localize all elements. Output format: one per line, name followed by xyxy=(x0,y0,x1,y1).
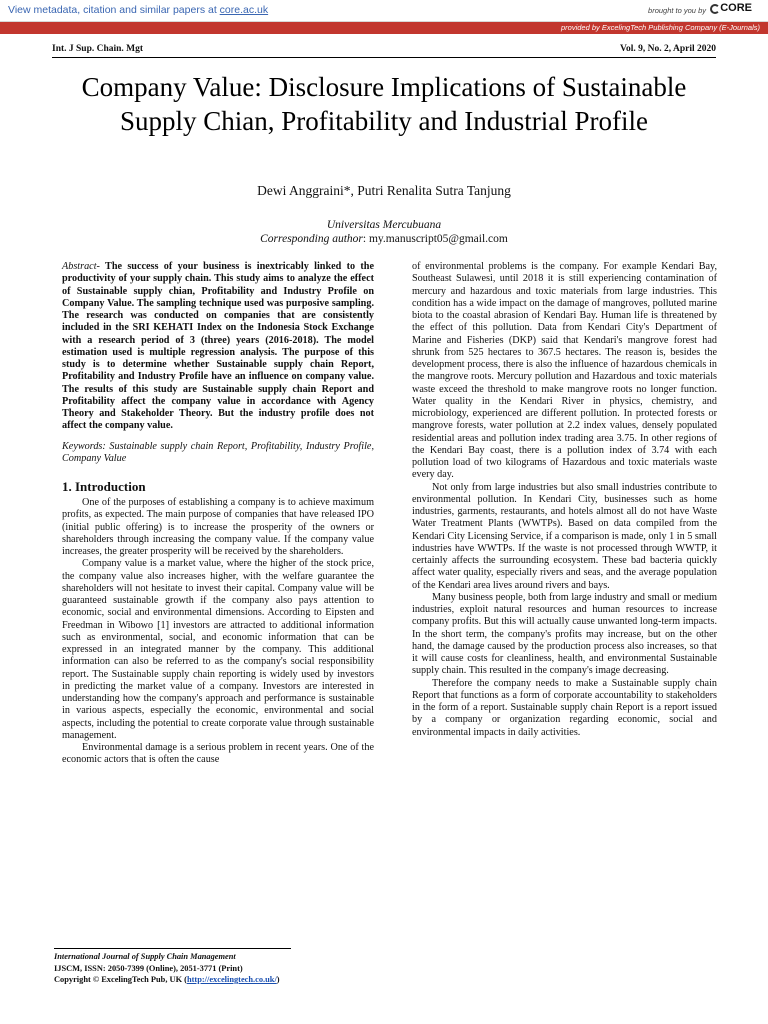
core-logo-icon xyxy=(710,4,720,14)
core-metadata-link[interactable] xyxy=(8,4,268,16)
paragraph: Not only from large industries but also small industries contribute to environmental pollution. In Kendari City, businesses such as home industries, garments, restaurants, and hotels almost all do not have Waste Water Treatment Plants (WWTPs). Based on data compiled from the Kendari City Licensing Service, if a comparison is made, only 1 in 5 small industries have WWTPs. If the waste is not processed through WWTP, it certainly affects the surrounding ecosystem. These bad bacteria quickly affect water quality, especially rivers and seas, and the average population of the Kendari area lives around rivers and bays. xyxy=(412,481,717,591)
abstract xyxy=(62,261,374,433)
provided-by-bar xyxy=(0,22,768,34)
copyright-text: Copyright © ExcelingTech Pub, UK ( xyxy=(54,975,187,984)
university: Universitas Mercubuana xyxy=(326,219,442,231)
corresponding-line xyxy=(60,232,708,246)
page-footer xyxy=(54,951,374,986)
provided-by-text[interactable]: provided by ExcelingTech Publishing Company (E-Journals) xyxy=(561,23,760,32)
section-heading-introduction: 1. Introduction xyxy=(62,479,146,494)
paragraph: Environmental damage is a serious problem in recent years. One of the economic actors that is often the cause xyxy=(62,742,374,766)
core-logo[interactable]: CORE xyxy=(720,2,752,14)
footer-journal-name: International Journal of Supply Chain Management xyxy=(54,952,236,961)
footer-rule xyxy=(54,948,291,949)
paper-authors: Dewi Anggraini*, Putri Renalita Sutra Tanjung xyxy=(257,183,511,198)
corresponding-email: : my.manuscript05@gmail.com xyxy=(362,233,508,245)
right-column xyxy=(412,261,717,739)
affiliation xyxy=(60,218,708,246)
left-column xyxy=(62,261,374,767)
core-banner xyxy=(0,0,768,22)
footer-issn: IJSCM, ISSN: 2050-7399 (Online), 2051-3771 (Print) xyxy=(54,963,243,973)
journal-volume: Vol. 9, No. 2, April 2020 xyxy=(620,44,716,54)
excelingtech-link[interactable]: http://excelingtech.co.uk/ xyxy=(186,975,277,984)
copyright-end: ) xyxy=(276,975,280,984)
journal-short-name: Int. J Sup. Chain. Mgt xyxy=(52,44,144,54)
paragraph: Company value is a market value, where the higher of the stock price, the company value also increases higher, with the welfare guarantee the shareholders will not hesitate to invest their capital. Company value will be guaranteed sustainable growth if the company also pays attention to economic, social and environmental dimensions. According to Eipsten and Freedman in Wibowo [1] investors are attracted to additional information such as environmental, social, and economic information that can be expressed in an integrated manner by the company. This additional information can also be referred to as the company's social responsibility report. The Sustainable supply chain reporting is widely used by investors in predicting the market value of a company. Investors are interested in understanding how the company's approach and performance is sustainable in various aspects, especially the economic, environmental and social aspects, including the potential to create corporate value through sustainable management. xyxy=(62,558,374,741)
keywords: Keywords: Sustainable supply chain Report, Profitability, Industry Profile, Company Value xyxy=(62,440,374,464)
header-rule xyxy=(52,57,716,58)
paragraph: of environmental problems is the company. For example Kendari Bay, Southeast Sulawesi, until 2018 it is still experiencing contamination of mercury and hazardous and toxic materials from large industries. This condition has a wide impact on the damage of mangroves, polluted marine biota to the coastal abrasion of Kendari Bay. Human life is threatened by the effect of this pollution. Data from Kendari City's Department of Marine and Fisheries (DKP) said that Kendari's mangrove forest had shrunk from 525 hectares to 367.5 hectares. The reason is, besides the development process, there is also the influence of hazardous chemicals in the mangrove roots. Mercury pollution and Hazardous and toxic materials waste exceed the threshold to make mangrove roots no longer function. Water quality in the Kendari River in physics, chemistry, and microbiology, experienced are different pollution. In protected forests or mangrove forests, water pollution at 2.2 index values, densely populated residential areas and pollution index trading area 3.75. In other regions of the Kendari Bay coast, there is a pollution index of 3.74 with each pollution load of two kilograms of Hazardous and toxic materials waste every day. xyxy=(412,261,717,481)
corresponding-label: Corresponding author xyxy=(260,233,363,245)
paper-title: Company Value: Disclosure Implications of Sustainable Supply Chian, Profitability and Industrial Profile xyxy=(81,72,687,136)
core-ac-uk-link[interactable]: core.ac.uk xyxy=(219,4,269,16)
metadata-text: View metadata, citation and similar papers at xyxy=(8,4,220,16)
brought-by-text: brought to you by xyxy=(648,6,706,15)
journal-header xyxy=(52,44,716,58)
paragraph: Therefore the company needs to make a Sustainable supply chain Report that functions as a form of corporate accountability to stakeholders in the form of a report. Sustainable supply chain Report is a report issued by a company or organization regarding economic, social and environmental impacts in daily activities. xyxy=(412,677,717,738)
paragraph: Many business people, both from large industry and small or medium industries, exploit natural resources and human resources to increase company profits. But this will actually cause unwanted long-term impacts. In the short term, the company's profits may increase, but on the other hand, the damage caused by the production process also increases, so that it will cause costs for cleanliness, health, and environmental Sustainable supply chain. This resulted in the company's image decreasing. xyxy=(412,591,717,677)
abstract-text: The success of your business is inextricably linked to the productivity of your supply chain. This study aims to analyze the effect of Sustainable supply chian, Profitability and Industry Profile on Company Value. The sampling technique used was purposive sampling. The research was conducted on companies that are consistently included in the SRI KEHATI Index on the Indonesia Stock Exchange with a research period of 3 (three) years (2016-2018). The model estimation used is multiple regression analysis. The purpose of this study is to determine whether Sustainable supply chain Report, Profitability and Industry Profile have an influence on company value. The results of this study are Sustainable supply chain Report and Profitability affect the company value in accordance with Agency Theory and Stakeholder Theory. But the industry profile does not affect the company value. xyxy=(62,261,374,432)
footer-copyright xyxy=(54,974,374,986)
paragraph: One of the purposes of establishing a company is to achieve maximum profits, as expected. The main purpose of companies that have released IPO (initial public offering) is to increase the prosperity of the owners or shareholders through increasing the company value. If the company value increases, the greater prosperity will be received by the shareholders. xyxy=(62,497,374,557)
abstract-label: Abstract- xyxy=(62,261,100,272)
